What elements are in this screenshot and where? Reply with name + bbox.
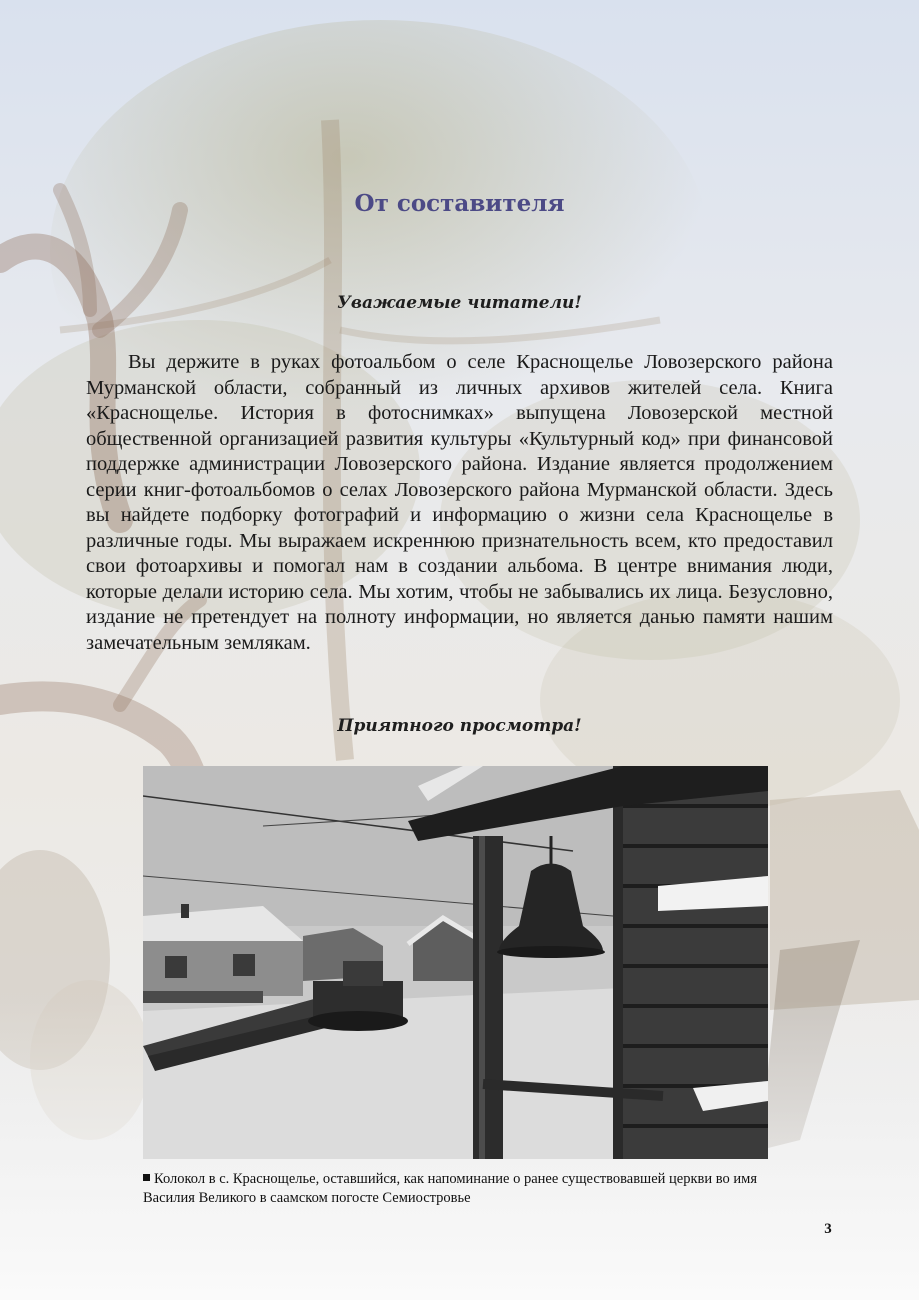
- page-number: 3: [824, 1221, 832, 1237]
- introduction-paragraph: Вы держите в руках фотоальбом о селе Краснощелье Ловозерского района Мурманской области, собранный из личных архивов жителей села. Книга «Краснощелье. История в фотоснимках» выпущена Ловозерской местной общественной организацией развития культуры «Культурный код» при финансовой поддержке администрации Ловозерского района. Издание является продолжением серии книг-фотоальбомов о селах Ловозерского района Мурманской области. Здесь вы найдете подборку фотографий и информацию о жизни села Краснощелье в различные годы. Мы выражаем искреннюю признательность всем, кто предоставил свои фотоархивы и помогал нам в создании альбома. В центре внимания люди, которые делали историю села. Мы хотим, чтобы не забывались их лица. Безусловно, издание не претендует на полноту информации, но является данью памяти нашим замечательным землякам.: [86, 351, 833, 654]
- page-title: От составителя: [354, 190, 565, 217]
- caption-bullet-icon: [143, 1174, 150, 1181]
- caption-text: Колокол в с. Краснощелье, оставшийся, как напоминание о ранее существовавшей церкви во имя Василия Великого в саамском погосте Семиостровье: [143, 1171, 757, 1206]
- greeting-heading: Уважаемые читатели!: [337, 293, 582, 313]
- closing-line: Приятного просмотра!: [337, 716, 582, 736]
- bell-photo: [143, 766, 768, 1159]
- photo-caption: [143, 1170, 773, 1208]
